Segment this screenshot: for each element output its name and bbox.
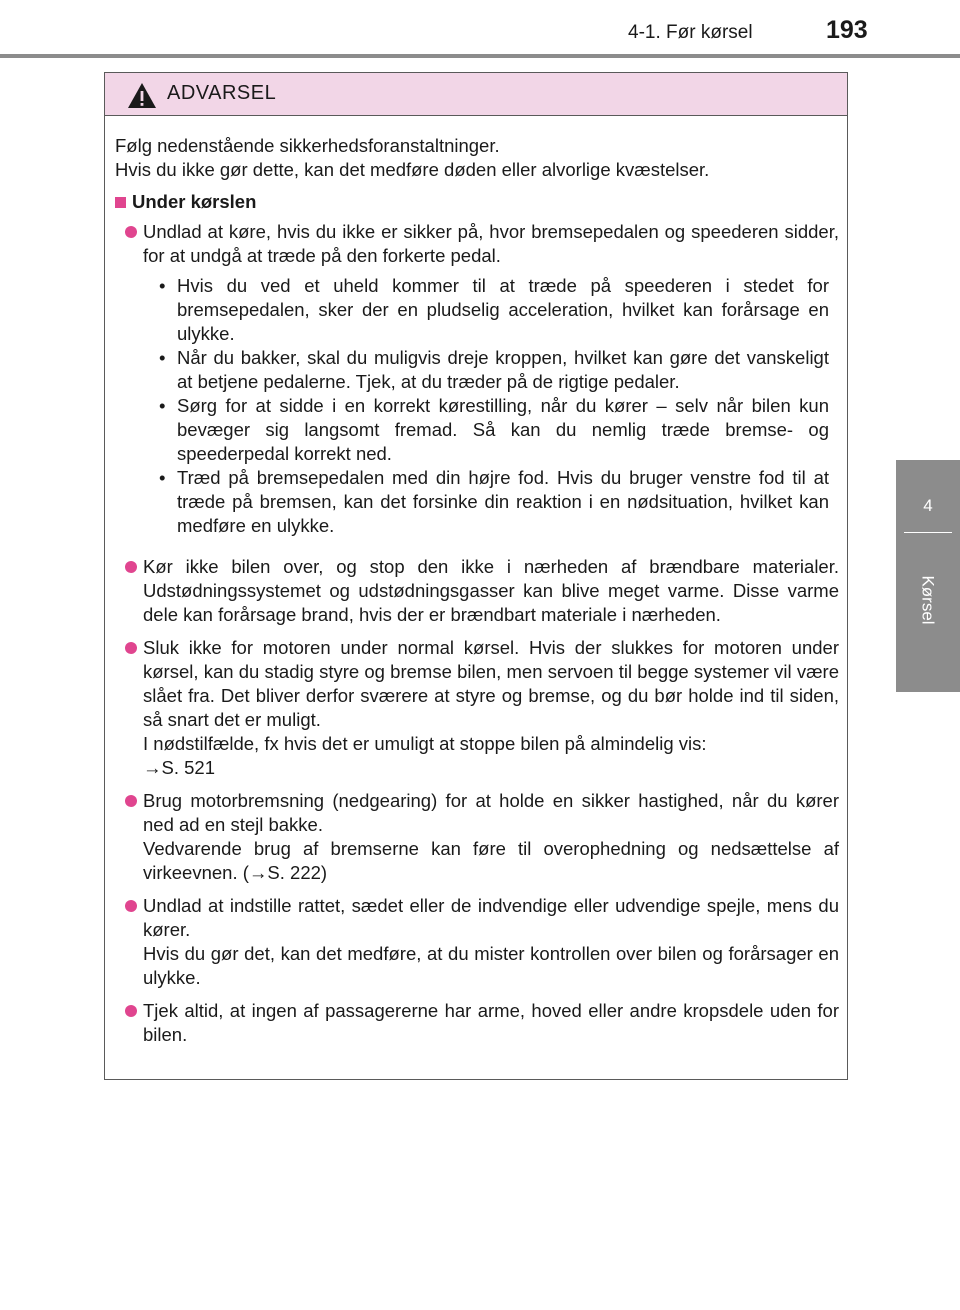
warning-body <box>105 116 847 1047</box>
warning-item <box>115 789 839 885</box>
sub-list-item <box>159 466 829 538</box>
item-paragraph: Tjek altid, at ingen af passagererne har arme, hoved eller andre kropsdele uden for bilen. <box>143 1000 839 1045</box>
sub-bullet-icon: • <box>159 347 166 368</box>
side-tab-divider <box>904 532 952 533</box>
sub-item-text: Træd på bremsepedalen med din højre fod. Hvis du bruger venstre fod til at træde på bremsen, kan det forsinke din reaktion i en nødsituation, hvilket kan medføre en ulykke. <box>177 467 829 536</box>
warning-item-text <box>143 999 839 1047</box>
section-title: Under kørslen <box>132 191 257 212</box>
page-number: 193 <box>826 16 868 44</box>
bullet-dot-icon <box>125 900 137 912</box>
item-paragraph: Sluk ikke for motoren under normal kørsel. Hvis der slukkes for motoren under kørsel, kan du stadig styre og bremse bilen, men servoen til begge systemer vil være slået fra. Det bliver derfor sværere at styre og bremse, og du bør holde ind til siden, så snart det er muligt. <box>143 637 839 730</box>
chapter-number: 4 <box>923 496 933 515</box>
warning-item-text <box>143 555 839 627</box>
warning-box <box>104 72 848 1080</box>
bullet-dot-icon <box>125 561 137 573</box>
header-rule <box>0 54 960 58</box>
warning-item <box>115 220 839 546</box>
item-paragraph: Undlad at køre, hvis du ikke er sikker på, hvor bremsepedalen og speederen sidder, for at undgå at træde på den forkerte pedal. <box>143 221 839 266</box>
sub-list-item <box>159 394 829 466</box>
chapter-label <box>896 570 960 630</box>
section-heading <box>115 190 839 214</box>
chapter-label-text: Kørsel <box>919 575 938 625</box>
warning-triangle-icon <box>127 82 157 109</box>
item-extra-line: I nødstilfælde, fx hvis det er umuligt at stoppe bilen på almindelig vis: <box>143 733 707 754</box>
warning-title: ADVARSEL <box>167 82 277 104</box>
warning-item-text <box>143 789 839 885</box>
bullet-dot-icon <box>125 795 137 807</box>
sub-item-text: Når du bakker, skal du muligvis dreje kroppen, hvilket kan gøre det vanskeligt at betjene pedalerne. Tjek, at du træder på de rigtige pedaler. <box>177 347 829 392</box>
bullet-dot-icon <box>125 1005 137 1017</box>
warning-item-text <box>143 894 839 990</box>
sub-list <box>143 274 839 538</box>
sub-item-text: Hvis du ved et uheld kommer til at træde på speederen i stedet for bremsepedalen, sker der en pludselig acceleration, hvilket kan forårsage en ulykke. <box>177 275 829 344</box>
warning-intro <box>115 134 839 182</box>
warning-item-text <box>143 220 839 546</box>
bullet-dot-icon <box>125 226 137 238</box>
sub-bullet-icon: • <box>159 467 166 488</box>
warning-header <box>105 73 847 116</box>
item-paragraph: Brug motorbremsning (nedgearing) for at holde en sikker hastighed, når du kører ned ad en stejl bakke. <box>143 790 839 835</box>
sub-list-item <box>159 274 829 346</box>
warning-item <box>115 636 839 780</box>
warning-item <box>115 555 839 627</box>
item-extra-line: Vedvarende brug af bremserne kan føre til overophedning og nedsættelse af virkeevnen. (→S. 222) <box>143 838 839 883</box>
item-extra-line: Hvis du gør det, kan det medføre, at du mister kontrollen over bilen og forårsager en ulykke. <box>143 943 839 988</box>
square-bullet-icon <box>115 197 126 208</box>
sub-bullet-icon: • <box>159 395 166 416</box>
bullet-dot-icon <box>125 642 137 654</box>
warning-item <box>115 894 839 990</box>
chapter-side-tab <box>896 460 960 692</box>
page-reference: →S. 521 <box>143 757 215 778</box>
warning-item <box>115 999 839 1047</box>
header-section-title: 4-1. Før kørsel <box>628 22 753 43</box>
item-paragraph: Undlad at indstille rattet, sædet eller de indvendige eller udvendige spejle, mens du kører. <box>143 895 839 940</box>
sub-item-text: Sørg for at sidde i en korrekt kørestilling, når du kører – selv når bilen kun bevæger sig langsomt fremad. Så kan du nemlig træde bremse- og speederpedal korrekt ned. <box>177 395 829 464</box>
intro-line: Hvis du ikke gør dette, kan det medføre døden eller alvorlige kvæstelser. <box>115 159 710 180</box>
sub-list-item <box>159 346 829 394</box>
item-paragraph: Kør ikke bilen over, og stop den ikke i nærheden af brændbare materialer. Udstødningssystemet og udstødningsgasser kan blive meget varme. Disse varme dele kan forårsage brand, hvis der er brændbart materiale i nærheden. <box>143 556 839 625</box>
intro-line: Følg nedenstående sikkerhedsforanstaltninger. <box>115 135 500 156</box>
warning-item-text <box>143 636 839 780</box>
sub-bullet-icon: • <box>159 275 166 296</box>
